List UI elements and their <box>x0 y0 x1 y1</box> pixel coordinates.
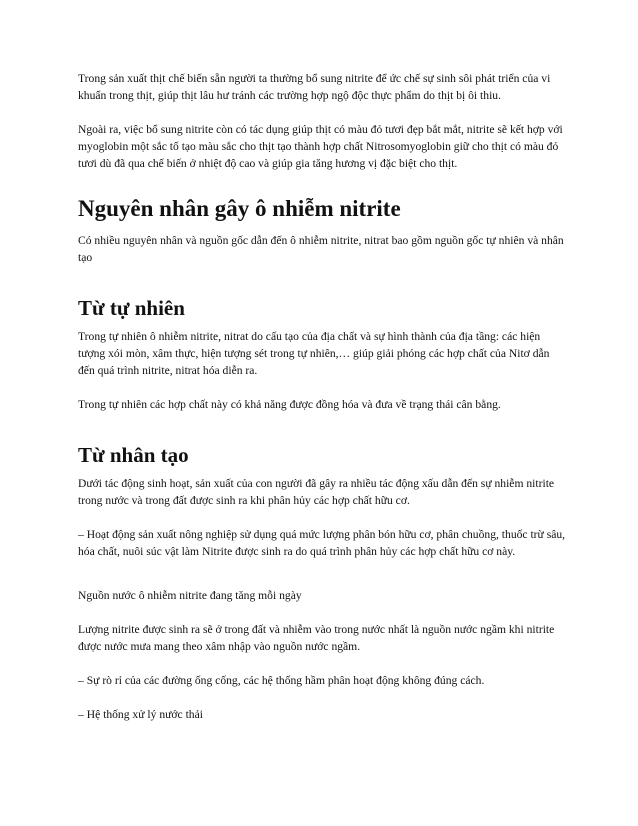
artificial-paragraph-5: – Sự rò rỉ của các đường ống cống, các hệ thống hầm phân hoạt động không đúng cách. <box>78 674 485 687</box>
artificial-paragraph-4: Lượng nitrite được sinh ra sẽ ở trong đất và nhiễm vào trong nước nhất là nguồn nước ngầm khi nitrite được nước mưa mang theo xâm nhập vào nguồn nước ngầm. <box>78 623 555 653</box>
document-page <box>78 70 568 723</box>
intro-paragraph-2: Ngoài ra, việc bổ sung nitrite còn có tác dụng giúp thịt có màu đỏ tươi đẹp bắt mắt, nitrite sẽ kết hợp với myoglobin một sắc tố tạo màu sắc cho thịt tạo thành hợp chất Nitrosomyoglobin giữ cho thịt có màu đỏ tươi dù đã qua chế biến ở nhiệt độ cao và giúp gia tăng hương vị đặc biệt cho thịt. <box>78 123 563 170</box>
causes-paragraph: Có nhiều nguyên nhân và nguồn gốc dẫn đến ô nhiễm nitrite, nitrat bao gồm nguồn gốc tự nhiên và nhân tạo <box>78 234 564 264</box>
artificial-paragraph-1: Dưới tác động sinh hoạt, sản xuất của con người đã gây ra nhiều tác động xấu dẫn đến sự nhiễm nitrite trong nước và trong đất được sinh ra khi phân hủy các hợp chất hữu cơ. <box>78 477 555 507</box>
heading-artificial: Từ nhân tạo <box>78 443 189 467</box>
natural-paragraph-1: Trong tự nhiên ô nhiễm nitrite, nitrat do cấu tạo của địa chất và sự hình thành của địa tầng: các hiện tượng xói mòn, xâm thực, hiện tượng sét trong tự nhiên,… giúp giải phóng các hợp chất của Nitơ dẫn đến quá trình nitrite, nitrat hóa diễn ra. <box>78 330 550 377</box>
artificial-paragraph-2: – Hoạt động sản xuất nông nghiệp sử dụng quá mức lượng phân bón hữu cơ, phân chuồng, thuốc trừ sâu, hóa chất, nuôi súc vật làm Nitrite được sinh ra do quá trình phân hủy các hợp chất hữu cơ này. <box>78 528 566 558</box>
heading-natural: Từ tự nhiên <box>78 296 185 320</box>
intro-paragraph-1: Trong sản xuất thịt chế biến sẵn người ta thường bổ sung nitrite để ức chế sự sinh sôi phát triển của vi khuẩn trong thịt, giúp thịt lâu hư tránh các trường hợp ngộ độc thực phẩm do thịt bị ôi thiu. <box>78 72 551 102</box>
natural-paragraph-2: Trong tự nhiên các hợp chất này có khả năng được đồng hóa và đưa về trạng thái cân bằng. <box>78 398 501 411</box>
heading-causes: Nguyên nhân gây ô nhiễm nitrite <box>78 196 401 221</box>
artificial-paragraph-3: Nguồn nước ô nhiễm nitrite đang tăng mỗi ngày <box>78 589 302 602</box>
artificial-paragraph-6: – Hệ thống xử lý nước thải <box>78 708 203 721</box>
